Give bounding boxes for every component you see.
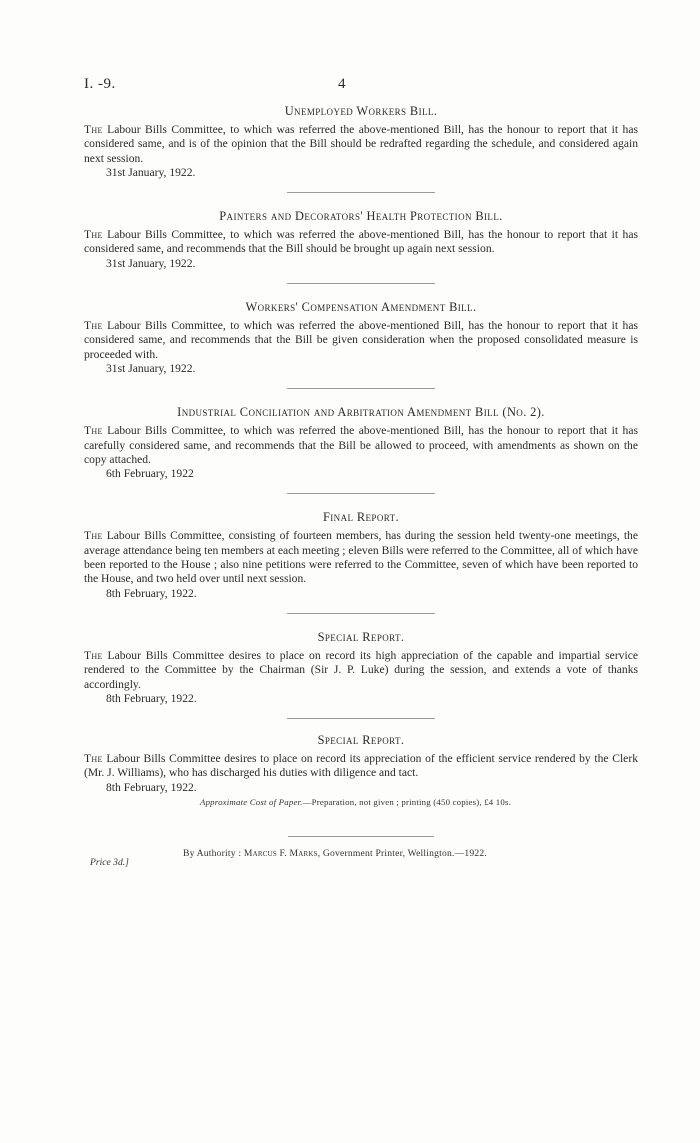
section-body (84, 319, 638, 362)
cost-label: Approximate Cost of Paper. (200, 797, 303, 807)
lead-word: The (84, 424, 103, 438)
body-text: Labour Bills Committee, to which was referred the above-mentioned Bill, has the honour to report that it has considered same, and recommends that the Bill be given consideration when the proposed consolidated measure is proceeded with. (84, 319, 638, 361)
section-body (84, 123, 638, 166)
body-text: Labour Bills Committee, consisting of fourteen members, has during the session held twenty-one meetings, the average attendance being ten members at each meeting ; eleven Bills were referred to the Committee, all of which have been reported to the House ; also nine petitions were referred to the Committee, seven of which have been reported to the House, and two held over until next session. (84, 529, 638, 586)
section-special-report-clerk (84, 733, 638, 795)
section-special-report-chairman (84, 630, 638, 706)
section-divider (287, 283, 435, 284)
body-text: Labour Bills Committee, to which was referred the above-mentioned Bill, has the honour to report that it has carefully considered same, and recommends that the Bill be allowed to proceed, with amendments as shown on the copy attached. (84, 424, 638, 466)
section-body (84, 228, 638, 257)
section-final-report (84, 510, 638, 600)
section-painters-decorators-bill (84, 209, 638, 271)
page-number: 4 (338, 76, 346, 92)
page-header (84, 76, 644, 96)
section-title: Special Report. (317, 629, 405, 644)
section-body (84, 752, 638, 781)
section-title: Industrial Conciliation and Arbitration Amendment Bill (No. 2). (177, 405, 545, 420)
body-text: Labour Bills Committee, to which was referred the above-mentioned Bill, has the honour to report that it has considered same, and is of the opinion that the Bill should be redrafted regarding the schedule, and considered again next session. (84, 123, 638, 165)
section-title: Final Report. (322, 510, 399, 525)
section-date: 8th February, 1922. (106, 780, 197, 794)
lead-word: The (84, 123, 103, 136)
section-divider (287, 613, 435, 614)
body-text: Labour Bills Committee desires to place on record its appreciation of the efficient service rendered by the Clerk (Mr. J. Williams), who has discharged his duties with diligence and tact. (84, 752, 638, 780)
section-date: 31st January, 1922. (106, 165, 196, 179)
body-text: Labour Bills Committee, to which was referred the above-mentioned Bill, has the honour to report that it has considered same, and recommends that the Bill should be brought up again next session. (84, 228, 638, 256)
section-body (84, 529, 638, 586)
lead-word: The (84, 648, 103, 662)
section-title: Special Report. (317, 733, 405, 748)
section-body (84, 649, 638, 692)
printer-name: Marcus F. Marks (243, 848, 318, 859)
body-text: Labour Bills Committee desires to place on record its high appreciation of the capable and impartial service rendered to the Committee by the Chairman (Sir J. P. Luke) during the session, and extends a vote of thanks accordingly. (84, 648, 638, 691)
section-title: Painters and Decorators' Health Protection Bill. (219, 209, 503, 224)
printer-imprint (183, 848, 603, 859)
section-divider (287, 192, 435, 193)
authority-prefix: By Authority : (183, 848, 242, 859)
page-reference: I. -9. (84, 76, 116, 92)
section-industrial-conciliation-bill (84, 405, 638, 481)
section-date: 31st January, 1922. (106, 361, 196, 375)
price-note: Price 3d.] (90, 857, 129, 868)
section-date: 8th February, 1922. (106, 586, 197, 600)
section-title: Unemployed Workers Bill. (284, 104, 438, 118)
section-divider (287, 718, 435, 719)
cost-of-paper-note (200, 797, 620, 807)
cost-text: —Preparation, not given ; printing (450 copies), £4 10s. (302, 797, 511, 807)
section-date: 8th February, 1922. (106, 691, 197, 705)
section-workers-compensation-bill (84, 300, 638, 376)
footer-divider (288, 836, 434, 837)
section-date: 31st January, 1922. (106, 256, 196, 270)
section-unemployed-workers-bill (84, 104, 638, 180)
section-divider (287, 388, 435, 389)
lead-word: The (84, 752, 103, 766)
section-date: 6th February, 1922 (106, 467, 194, 481)
authority-suffix: , Government Printer, Wellington.—1922. (317, 848, 487, 859)
lead-word: The (84, 529, 103, 543)
lead-word: The (84, 228, 103, 242)
section-title: Workers' Compensation Amendment Bill. (245, 300, 477, 315)
lead-word: The (84, 319, 103, 333)
section-body (84, 424, 638, 467)
section-divider (287, 493, 435, 494)
document-body (84, 104, 638, 795)
